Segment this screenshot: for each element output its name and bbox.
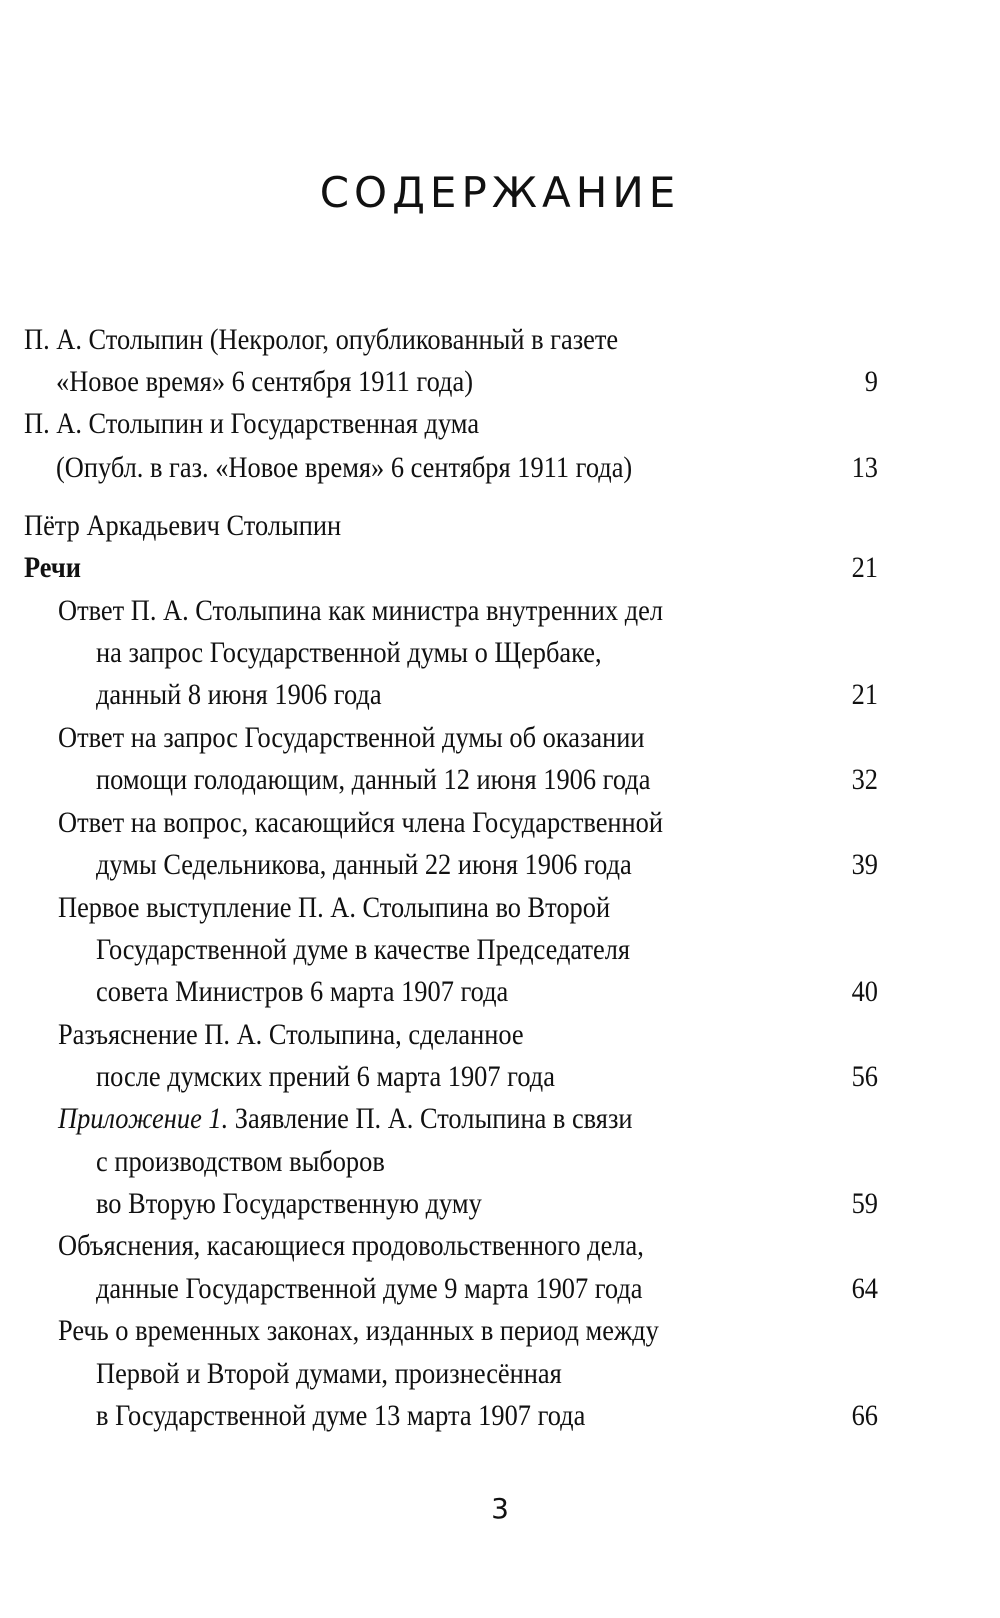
toc-entry-line: Разъяснение П. А. Столыпина, сделанное: [58, 1018, 524, 1051]
toc-entry-line: на запрос Государственной думы о Щербаке,: [96, 636, 602, 669]
toc-page-number: 13: [851, 451, 878, 484]
toc-entry-line: Ответ на вопрос, касающийся члена Государственной: [58, 806, 664, 839]
toc-section-title: Речи: [24, 551, 81, 584]
appendix-label: Приложение 1.: [58, 1102, 229, 1135]
toc-entry-line: во Вторую Государственную думу: [96, 1187, 482, 1220]
page-number-footer: 3: [491, 1492, 509, 1525]
toc-page-number: 56: [851, 1060, 878, 1093]
toc-entry-line: Речь о временных законах, изданных в период между: [58, 1314, 659, 1347]
toc-entry-text: Заявление П. А. Столыпина в связи: [228, 1102, 633, 1135]
page-title: СОДЕРЖАНИЕ: [319, 168, 681, 217]
toc-entry-line: в Государственной думе 13 марта 1907 года: [96, 1399, 586, 1432]
toc-entry-line: после думских прений 6 марта 1907 года: [96, 1060, 555, 1093]
toc-entry-line: (Опубл. в газ. «Новое время» 6 сентября 1911 года): [56, 451, 633, 484]
toc-entry-line: думы Седельникова, данный 22 июня 1906 года: [96, 848, 632, 881]
toc-entry-line: «Новое время» 6 сентября 1911 года): [56, 365, 473, 398]
toc-entry-line: Государственной думе в качестве Председателя: [96, 933, 631, 966]
toc-entry-line: данный 8 июня 1906 года: [96, 678, 382, 711]
toc-entry-line: совета Министров 6 марта 1907 года: [96, 975, 509, 1008]
toc-page-number: 9: [864, 365, 878, 398]
toc-entry-line: Ответ П. А. Столыпина как министра внутренних дел: [58, 594, 664, 627]
toc-page-number: 59: [851, 1187, 878, 1220]
toc-entry-line: помощи голодающим, данный 12 июня 1906 года: [96, 763, 651, 796]
toc-entry-line: П. А. Столыпин (Некролог, опубликованный в газете: [24, 323, 619, 356]
toc-page-number: 32: [851, 763, 878, 796]
toc-entry-line: Пётр Аркадьевич Столыпин: [24, 509, 342, 542]
toc-entry-line: Ответ на запрос Государственной думы об оказании: [58, 721, 645, 754]
toc-page-number: 64: [851, 1272, 878, 1305]
toc-entry-line: Первой и Второй думами, произнесённая: [96, 1357, 562, 1390]
toc-page-number: 21: [851, 678, 878, 711]
toc-page-number: 40: [851, 975, 878, 1008]
toc-entry-line: Объяснения, касающиеся продовольственного дела,: [58, 1229, 644, 1262]
toc-page-number: 21: [851, 551, 878, 584]
toc-entry-line: [58, 1101, 633, 1137]
toc-entry-line: Первое выступление П. А. Столыпина во Второй: [58, 891, 611, 924]
toc-entry-line: П. А. Столыпин и Государственная дума: [24, 407, 480, 440]
toc-page-number: 66: [851, 1399, 878, 1432]
toc-entry-line: данные Государственной думе 9 марта 1907 года: [96, 1272, 643, 1305]
toc-page-number: 39: [851, 848, 878, 881]
toc-entry-line: с производством выборов: [96, 1145, 385, 1178]
